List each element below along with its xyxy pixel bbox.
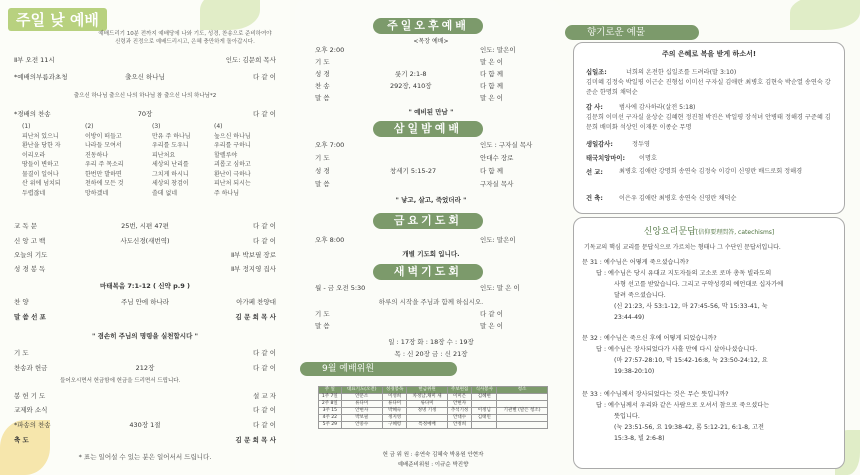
scripture-reference: 마태복음 7:1-12 ( 신약 p.9 ) [100, 282, 190, 290]
section-header: 금요기도회 [373, 213, 483, 229]
order-row: 말 씀 선 포 김 문 희 목 사 [14, 313, 276, 321]
order-row: 말 씀 말 은 이 [315, 94, 503, 102]
order-row: 신 앙 고 백 사도신경(새번역) 다 같 이 [14, 237, 276, 245]
order-row: 교 독 문 25번, 시편 47편 다 같 이 [14, 222, 276, 230]
order-row: 오후 2:00 인도: 말은이 [315, 46, 516, 54]
order-row: 기 도 다 같 이 [14, 349, 276, 357]
offering-role: 십일조: [586, 69, 607, 76]
offering-text: 범사에 감사하라(살전 5:18) [619, 104, 696, 111]
catechism-title: 신앙요리문답[信仰要理問答, catechisms] [643, 227, 775, 237]
section-header: 주일오후예배 [373, 18, 483, 34]
order-row: 축 도 김 문 희 목 사 [14, 436, 276, 444]
table-row: 3주 15 안현자 박혜숙 정명 기정 추석기정 이정님 기관별 (말은 청소) [319, 408, 548, 415]
offering-role: 감 사: [586, 104, 603, 111]
ushers-footnote: 예배준비위원 : 이규순 박진향 [397, 462, 469, 468]
order-note: 들어오시면서 헌금함에 헌금을 드리면서 드립니다. [60, 378, 181, 384]
qa-line: 달려 죽으셨습니다. [614, 292, 666, 299]
ushers-header: 9월 예배위원 [300, 362, 457, 376]
order-row: 기 도 다 같 이 [315, 310, 503, 318]
table-header-row: 주 일 대표기도(오전) 성경봉독 헌금위원 주보편집 식사봉사 청소 [319, 387, 548, 394]
offering-text: 최병호 김애란 강명희 송연숙 김정숙 이강미 신영란 배드로회 정해경 [619, 168, 803, 175]
order-row: 성 경 봉 독 Ⅱ부 정지영 집사 [14, 265, 276, 273]
qa-line: 문 32 : 예수님은 죽으신 후에 어떻게 되었습니까? [582, 335, 717, 342]
page-title: 주일 낮 예배 [8, 8, 107, 31]
table-row: 5주 29 안중수 구혜령 특정예배 안정희 [319, 422, 548, 429]
table-row: 1주 7일 안문소 이성희 차정남,채미 새 이미은 김혜현 [319, 394, 548, 401]
order-row: 오후 8:00 인도: 말은이 [315, 236, 516, 244]
offering-text: 너희의 온전한 십일조를 드려라(말 3:10) [626, 69, 737, 76]
order-row: 말 씀 구자실 목사 [315, 180, 514, 188]
order-row: 오늘의 기도 Ⅱ부 박보필 장로 [14, 251, 276, 259]
ushers-table [318, 386, 548, 429]
offering-names: 김미혜 김정숙 박일평 이근순 진형섭 이미선 구자실 김애란 최병호 김현숙 박순열 송연숙 강준순 한명희 채덕순 [586, 79, 831, 96]
section-header: 새벽기도회 [373, 264, 483, 280]
order-row: 찬 양 주님 안에 하나라 아가페 찬양대 [14, 298, 276, 306]
qa-line: 답 : 예수님께서 우리와 같은 사람으로 오셔서 참으로 죽으셨다는 [596, 402, 770, 409]
section-header: 삼일밤예배 [373, 121, 483, 137]
order-row: *예배의부름과초청 출으신 하나님 다 같 이 [14, 73, 276, 81]
qa-line: 답 : 예수님은 당시 유대교 지도자들의 고소로 로마 총독 빌라도의 [596, 270, 772, 277]
footnote: * 표는 일어설 수 있는 분은 일어서서 드립니다. [78, 453, 212, 461]
prayer-note: 개별 기도회 입니다. [402, 250, 460, 258]
hymn-verse: (3) 만유 주 하나님 우리를 도우니 피난처요 세상의 난리를 그치게 하시니 세상의 창검이 쓸데 없네 [152, 123, 191, 197]
offering-role: 태국치앙마이: [586, 155, 626, 162]
qa-line: 15:3-8, 빌 2:6-8) [614, 435, 665, 442]
sermon-title: " 겸손히 주님의 명령을 실천합시다 " [92, 332, 198, 340]
ushers-footnote: 헌 금 위 원 : 송연숙 김혜숙 박용원 안현자 [382, 452, 484, 458]
offering-box [573, 42, 845, 214]
order-row: 기 도 안대수 장로 [315, 154, 514, 162]
order-row: 성 경 창세기 5:15-27 다 함 께 [315, 167, 503, 175]
offering-role: 생일감사: [586, 141, 613, 148]
prayer-note: 하루의 시작을 주님과 함께 하십시오. [378, 298, 484, 306]
offering-role: 건 축: [586, 195, 603, 202]
section-header: 향기로운 예물 [565, 25, 699, 40]
qa-line: 사형 선고를 받았습니다. 그리고 구약성경의 예언대로 십자가에 [614, 281, 784, 288]
offering-text: 이명호 [639, 155, 657, 162]
offering-text: 정두영 [632, 141, 650, 148]
order-row: *경배의 찬송 70장 다 같 이 [14, 110, 276, 118]
order-row: 오후 7:00 인도 : 구자실 목사 [315, 141, 533, 149]
qa-line: 23:44-49) [614, 314, 645, 321]
service-time-row: Ⅱ부 오전 11시 인도: 김문희 목사 [14, 56, 276, 64]
order-row: 성 경 룻기 2:1-8 다 함 께 [315, 70, 503, 78]
sunday-service-panel [0, 0, 290, 475]
table-row: 4주 22 박보필 정지영 안대수 김태민 [319, 415, 548, 422]
order-row: 봉 헌 기 도 설 교 자 [14, 392, 276, 400]
sermon-title: " 예비된 만남 " [408, 108, 454, 116]
order-row: 찬송과 헌금 212장 다 같 이 [14, 364, 276, 372]
table-row: 2주 8일 류다미 류다미 류다미 안현자 [319, 401, 548, 408]
offering-role: 선 교: [586, 169, 603, 176]
qa-line: 답 : 예수님은 장사되었다가 사흘 만에 다시 살아나셨습니다. [596, 346, 758, 353]
offering-text: 이은우 김애란 최병호 송연숙 신영란 채덕순 [619, 195, 737, 202]
qa-line: 문 33 : 예수님께서 장사되었다는 것은 무슨 뜻입니까? [582, 391, 729, 398]
hymn-verse: (2) 이방이 떠들고 나라들 모여서 진동하나 우리 주 목소리 한번만 발하면 천하에 모든 것 망하겠네 [85, 123, 124, 197]
catechism-intro: 기독교의 핵심 교리를 문답식으로 가르치는 형태나 그 수단인 문답서입니다. [584, 244, 781, 251]
leaf-decoration [200, 0, 260, 30]
qa-line: (마 27:57-28:10, 막 15:42-16:8, 눅 23:50-24:12, 요 [614, 357, 768, 364]
catechism-box [573, 217, 845, 469]
order-row: *파송의 찬송 430장 1절 다 같 이 [14, 421, 276, 429]
qa-line: (신 21:23, 사 53:1-12, 마 27:45-56, 막 15:33-41, 눅 [614, 303, 768, 310]
qa-line: 뜻입니다. [614, 413, 640, 420]
intro-text: 예배드리기 10분 전까지 예배당에 나와 기도, 성경, 찬송으로 준비하여야 신령과 진정으로 예배드리시고, 은혜 충만하게 돌아갑시다. [98, 31, 272, 45]
order-row: 말 씀 말 은 이 [315, 322, 503, 330]
leaf-decoration [790, 0, 860, 30]
qa-line: 문 31 : 예수님은 어떻게 죽으셨습니까? [582, 259, 689, 266]
order-row: 교제와 소식 다 같 이 [14, 406, 276, 414]
order-row: 기 도 말 은 이 [315, 58, 503, 66]
qa-line: (눅 23:51-56, 요 19:38-42, 롬 5:12-21, 6:1-8, 고전 [614, 424, 764, 431]
order-row: 찬 송 292장, 410장 다 함 께 [315, 82, 503, 90]
sermon-title: " 낳고, 살고, 죽었더라 " [395, 196, 467, 204]
reading-schedule: 목 : 신 20장 금 : 신 21장 [394, 350, 468, 358]
qa-line: 19:38-20:10) [614, 368, 655, 375]
order-row: 월 - 금 오전 5:30 인도: 말 은 이 [315, 284, 520, 292]
offering-names: 김문희 이미선 구자실 윤상순 김혜현 정진철 박진은 박일평 장석녀 안병태 정해경 구준혜 김문희 배미화 석상인 이재문 이종순 무명 [586, 114, 831, 131]
offering-box-title: 주의 은혜로 복을 받게 하소서! [661, 50, 757, 58]
section-subtitle: <목장 예배> [413, 38, 449, 45]
order-note: 출으신 하나님 출으신 나의 하나님 참 출으신 나의 하나님*2 [73, 93, 217, 99]
hymn-verse: (1) 피난처 있으니 환난을 당한 자 이리오라 땅들이 변하고 물결이 일어나 산 위에 넘치되 두렵잖네 [22, 123, 61, 197]
reading-schedule: 일 : 17장 화 : 18장 수 : 19장 [388, 338, 474, 346]
hymn-verse: (4) 높으신 하나님 우리를 구하니 할렐루야 괴롭고 심하고 환난이 극하나 피난처 되시는 주 하나님 [214, 123, 251, 197]
